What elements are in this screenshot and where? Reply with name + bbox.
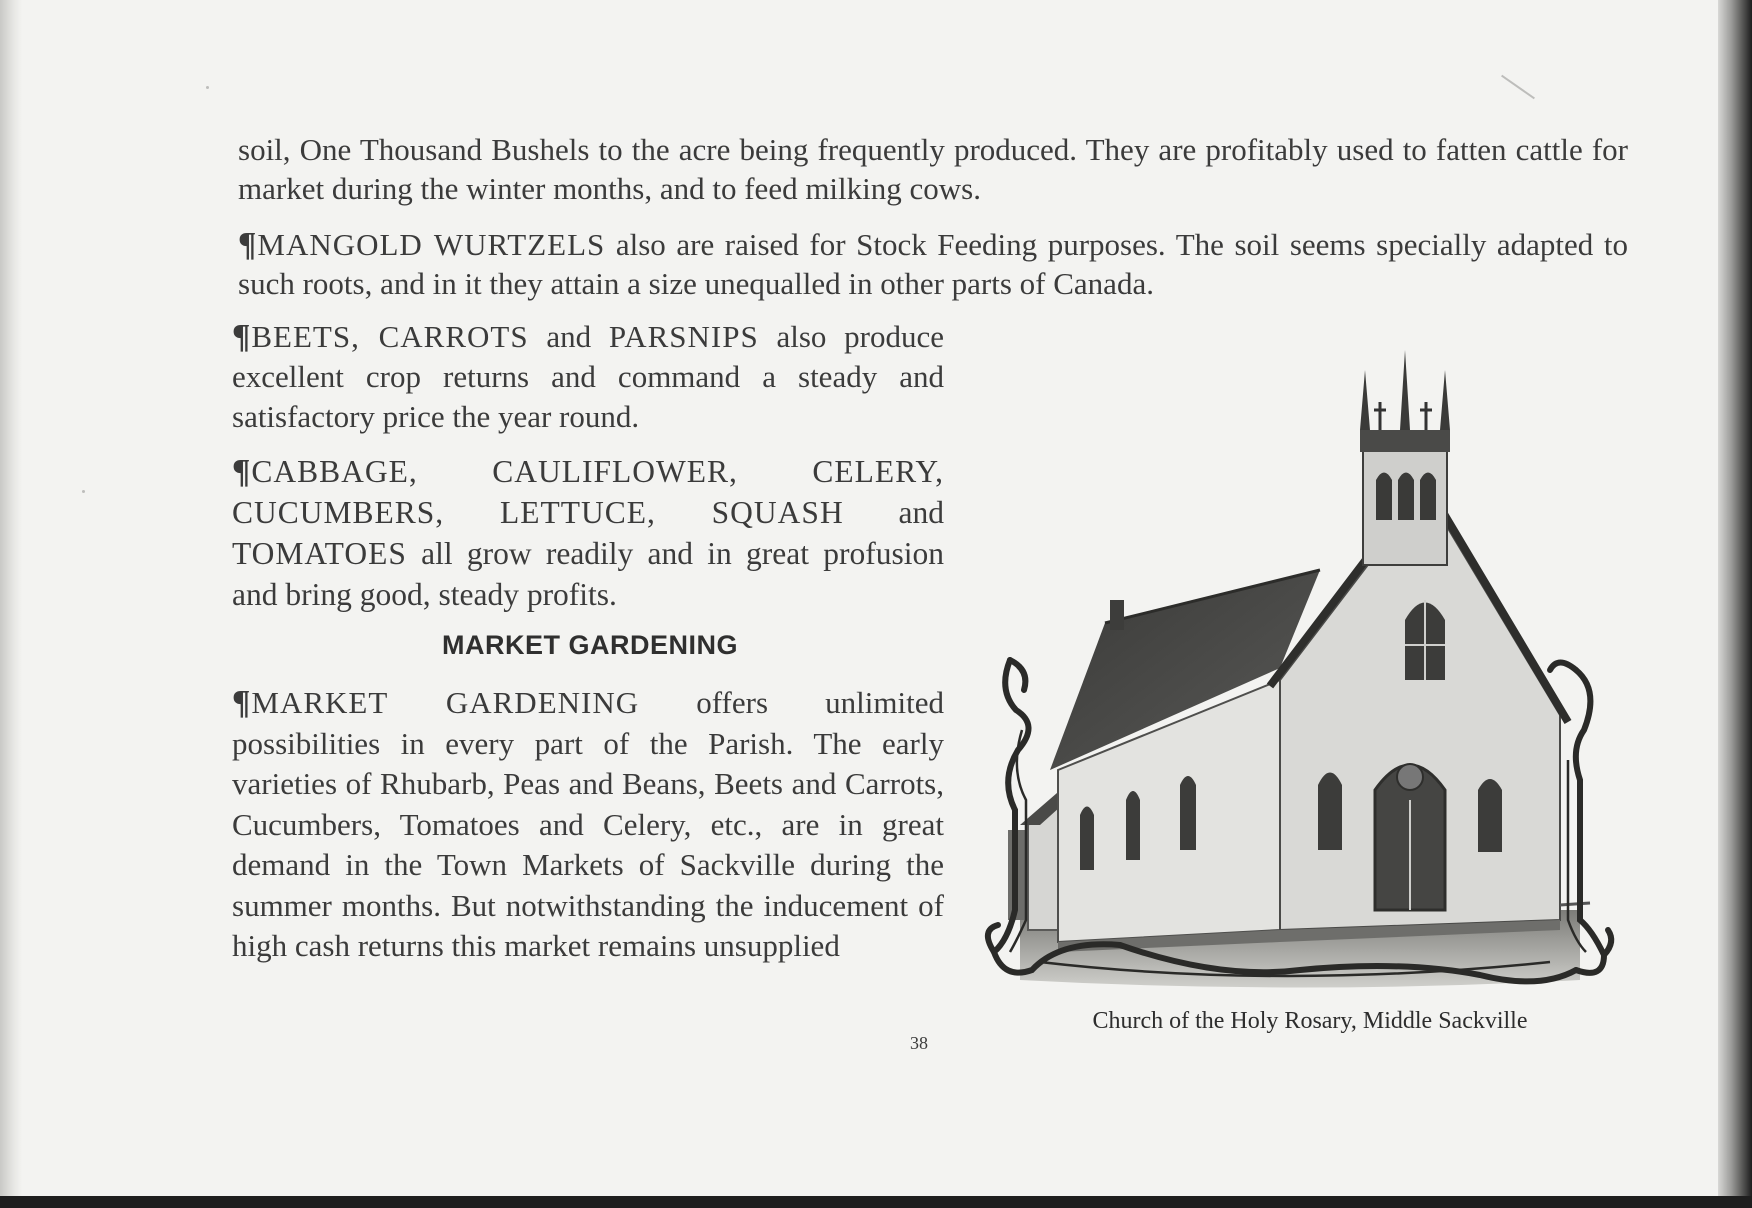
paragraph-lead: PARSNIPS (608, 319, 759, 354)
speck (206, 86, 209, 89)
speck (82, 490, 85, 493)
pinnacle (1360, 370, 1370, 430)
paragraph-continuation (238, 130, 1628, 208)
cross-icon (1374, 402, 1386, 430)
paragraph-text: also produce excellent crop returns and command a steady and satisfactory price the year round. (232, 319, 944, 434)
rose-window (1397, 764, 1423, 790)
page-number: 38 (910, 1033, 928, 1053)
tower-louver (1398, 473, 1414, 521)
paragraph-cabbage (232, 451, 944, 615)
side-window (1180, 776, 1196, 850)
paragraph-text: soil, One Thousand Bushels to the acre being frequently produced. They are profitably used to fatten cattle for market during the winter months, and to feed milking cows. (238, 132, 1628, 206)
side-window (1080, 807, 1094, 871)
page-edge-right (1718, 0, 1752, 1208)
paragraph-mark-icon: ¶ (232, 684, 251, 721)
front-window (1478, 779, 1502, 852)
paragraph-mark-icon: ¶ (232, 318, 251, 355)
paragraph-text: all grow readily and in great profusion and bring good, steady profits. (232, 536, 944, 612)
paragraph-lead: MARKET GARDENING (251, 685, 640, 720)
cross-icon (1420, 402, 1432, 430)
side-window (1126, 791, 1140, 860)
pinnacle (1400, 350, 1410, 430)
tower-louver (1420, 473, 1436, 521)
page-edge-bottom (0, 1196, 1752, 1208)
paragraph-mangold-wurtzels (238, 225, 1628, 303)
paragraph-mark-icon: ¶ (238, 226, 257, 263)
paragraph-text: and (843, 495, 945, 530)
paragraph-beets (232, 317, 944, 437)
paragraph-lead: BEETS, CARROTS (251, 319, 529, 354)
figure-caption: Church of the Holy Rosary, Middle Sackville (1092, 1008, 1528, 1034)
paragraph-market-gardening (232, 683, 944, 967)
pinnacle (1440, 370, 1450, 430)
section-heading: MARKET GARDENING (442, 630, 738, 660)
tower-parapet (1360, 430, 1450, 452)
front-window (1318, 773, 1342, 851)
chimney (1110, 600, 1124, 630)
tower-louver (1376, 473, 1392, 521)
church-picture (980, 330, 1620, 1010)
paragraph-lead: CABBAGE, CAULIFLOWER, CELERY, CUCUMBERS, LETTUCE, SQUASH (232, 454, 944, 530)
fence (1560, 903, 1590, 905)
paragraph-lead: TOMATOES (232, 536, 407, 571)
paragraph-text: and (528, 319, 609, 354)
paragraph-text: offers unlimited possibilities in every part of the Parish. The early varieties of Rhubarb, Peas and Beans, Beets and Carrots, Cucumbers, Tomatoes and Celery, etc., are in great demand in the Town Markets of Sackville during the summer months. But notwithstanding the inducement of high cash returns this market remains unsupplied (232, 685, 944, 963)
paragraph-mark-icon: ¶ (232, 453, 251, 490)
paragraph-text: also are raised for Stock Feeding purposes. The soil seems specially adapted to such roots, and in it they attain a size unequalled in other parts of Canada. (238, 227, 1628, 301)
paragraph-lead: MANGOLD WURTZELS (257, 227, 606, 262)
page-edge-left (0, 0, 22, 1196)
